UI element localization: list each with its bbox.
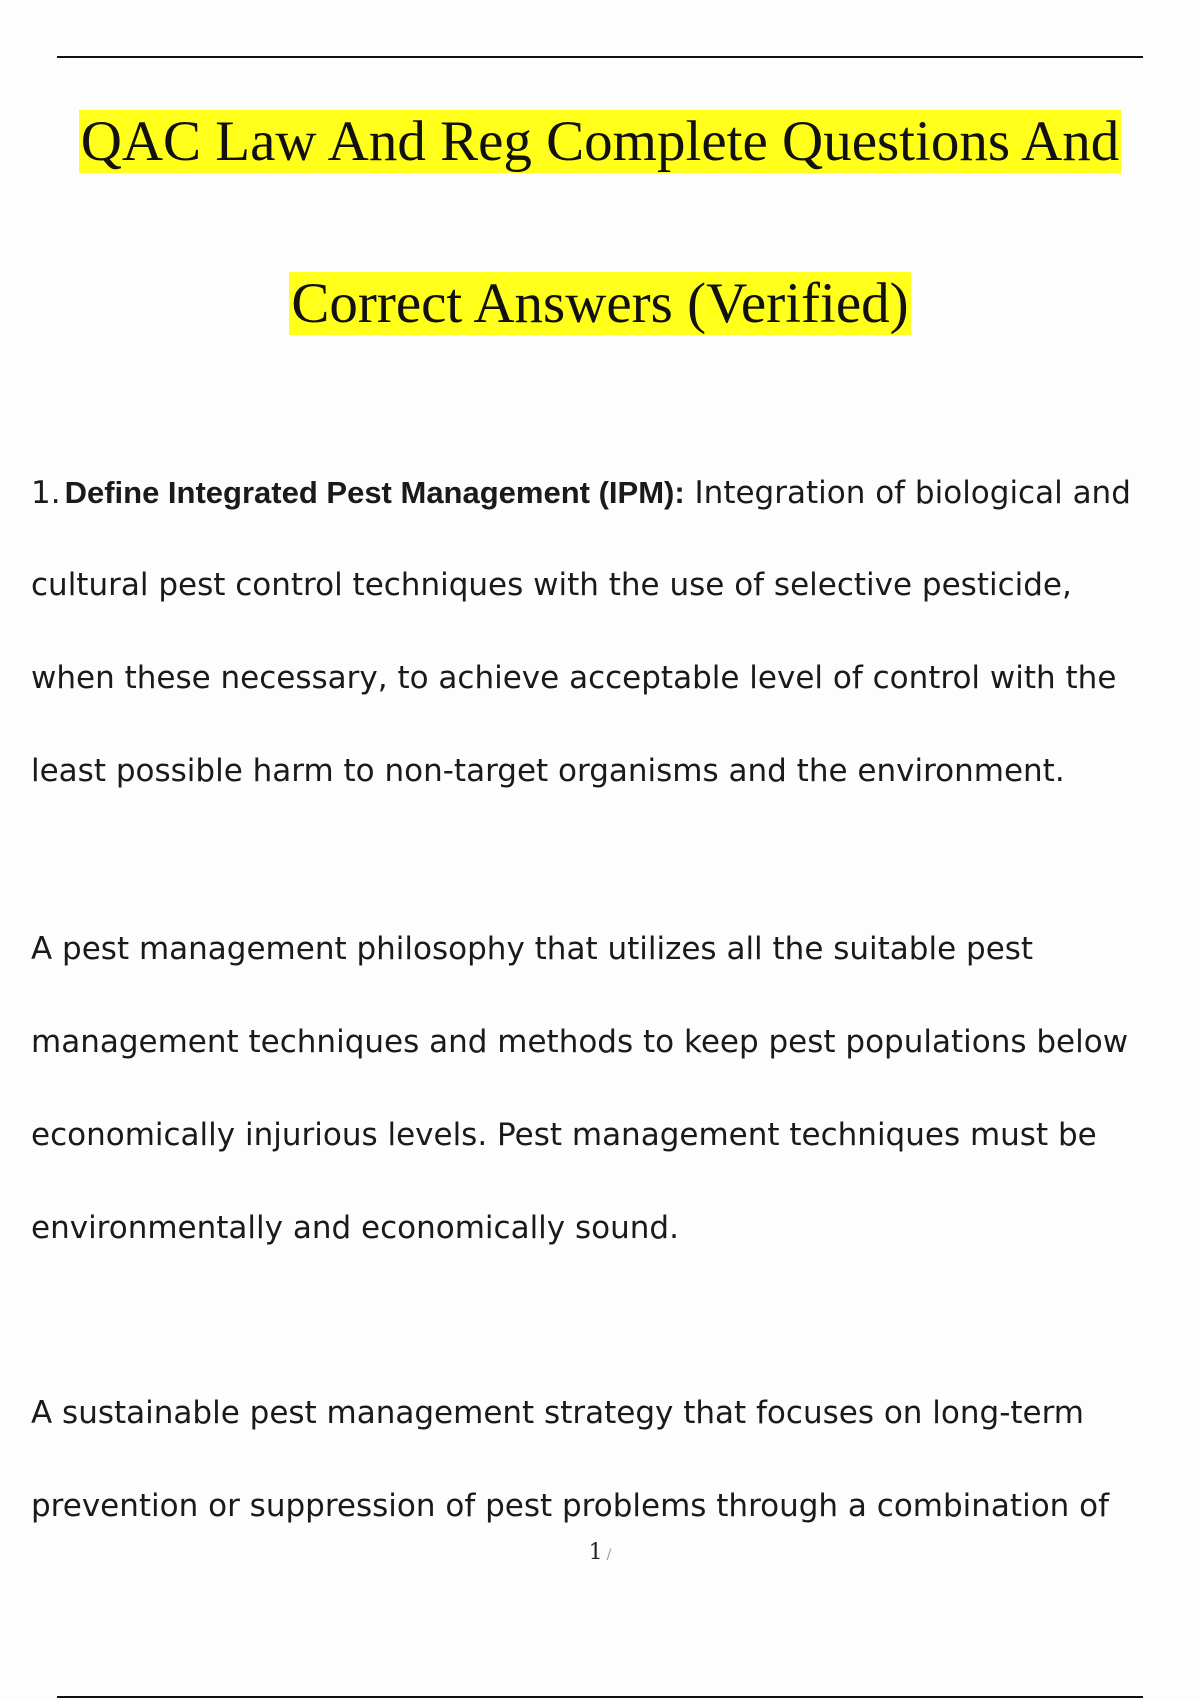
paragraph-3-line-1: A sustainable pest management strategy that focuses on long-term (31, 1395, 1085, 1431)
answer-line-3: when these necessary, to achieve acceptable level of control with the (31, 660, 1117, 696)
paragraph-3-line-2: prevention or suppression of pest problems through a combination of (31, 1488, 1110, 1524)
paragraph-2-line-3: economically injurious levels. Pest management techniques must be (31, 1117, 1097, 1153)
question-label: Define Integrated Pest Management (IPM): (64, 475, 685, 510)
top-rule (57, 56, 1143, 58)
paragraph-2-line-1: A pest management philosophy that utilizes all the suitable pest (31, 931, 1034, 967)
bottom-rule (57, 1696, 1143, 1698)
answer-line-1: Integration of biological and (684, 475, 1131, 511)
page-number-value: 1 (588, 1540, 603, 1565)
document-title-line-1 (0, 109, 1200, 175)
answer-paragraph-2 (31, 903, 1181, 1275)
title-highlight-1: QAC Law And Reg Complete Questions And (80, 110, 1120, 173)
question-1-block (31, 446, 1181, 818)
answer-paragraph-3 (31, 1367, 1181, 1553)
page-number-separator: / (606, 1547, 612, 1563)
title-highlight-2: Correct Answers (Verified) (291, 272, 909, 335)
question-1-first-line (31, 446, 1181, 539)
paragraph-2-line-2: management techniques and methods to keep pest populations below (31, 1024, 1129, 1060)
question-number: 1. (31, 475, 61, 511)
answer-line-4: least possible harm to non-target organisms and the environment. (31, 753, 1065, 789)
document-title-line-2 (0, 271, 1200, 337)
paragraph-2-line-4: environmentally and economically sound. (31, 1210, 679, 1246)
page-number (0, 1540, 1200, 1565)
answer-line-2: cultural pest control techniques with the use of selective pesticide, (31, 567, 1072, 603)
